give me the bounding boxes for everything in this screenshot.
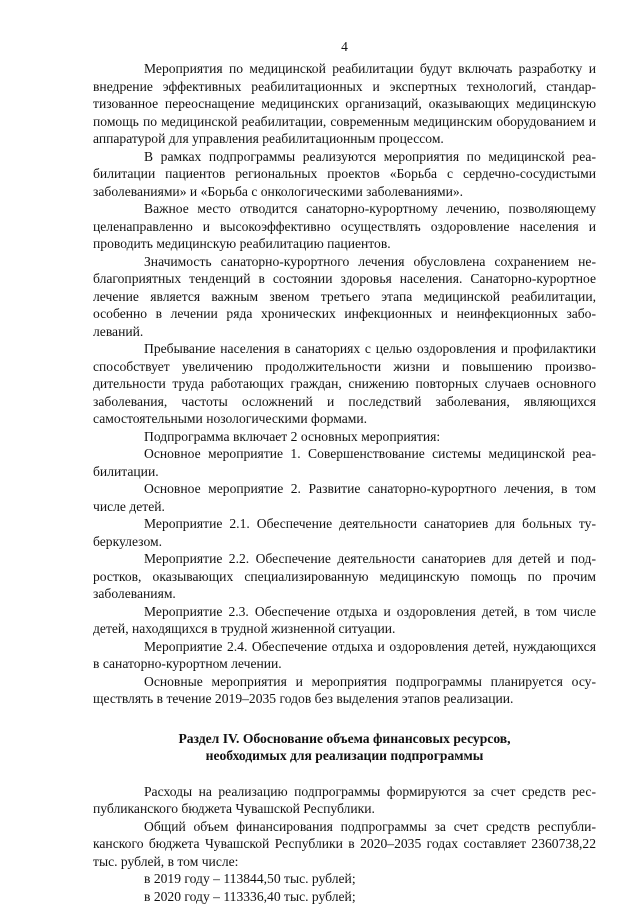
paragraph: Важное место отводится санаторно-курортному лечению, позволяющему целенаправленно и высокоэффективно осуществлять оздоровление населения и проводить медицинскую реабилитацию пациентов. [93, 201, 596, 251]
paragraph: В рамках подпрограммы реализуются мероприятия по медицинской реабилитации пациентов региональных проектов «Борьба с сердечно-сосудистыми заболеваниями» и «Борьба с онкологическими заболеваниями». [93, 148, 596, 199]
list-item: в 2019 году – 113844,50 тыс. рублей; [144, 871, 356, 886]
paragraph: Значимость санаторно-курортного лечения обусловлена сохранением неблагоприятных тенденций в состоянии здоровья населения. Санаторно-курортное лечение является важным звеном третьего этапа медицинской реабилитации, особенно в лечении ряда хронических инфекционных и неинфекционных заболеваний. [93, 253, 596, 339]
section-heading [93, 730, 596, 765]
paragraph: Мероприятия по медицинской реабилитации будут включать разработку и внедрение эффективных реабилитационных и экспертных технологий, стандартизованное переоснащение медицинских организаций, оказывающих медицинскую помощь по медицинской реабилитации, современным медицинским оборудованием и аппаратурой для управления реабилитационным процессом. [93, 61, 596, 146]
paragraph: Мероприятие 2.2. Обеспечение деятельности санаториев для детей и подростков, оказывающих специализированную медицинскую помощь по прочим заболеваниям. [93, 551, 596, 601]
paragraph: Пребывание населения в санаториях с целью оздоровления и профилактики способствует увеличению продолжительности жизни и повышению производительности труда работающих граждан, снижению повторных случаев основного заболевания, частоты осложнений и последствий заболевания, являющихся самостоятельными нозологическими формами. [93, 341, 596, 426]
paragraph: Мероприятие 2.1. Обеспечение деятельности санаториев для больных туберкулезом. [93, 516, 596, 549]
paragraph: Основное мероприятие 1. Совершенствование системы медицинской реабилитации. [93, 446, 596, 479]
page-number: 4 [341, 39, 348, 54]
list-item: в 2020 году – 113336,40 тыс. рублей; [144, 888, 356, 904]
paragraph: Мероприятие 2.4. Обеспечение отдыха и оздоровления детей, нуждающихся в санаторно-курортном лечении. [93, 638, 596, 671]
paragraph: Подпрограмма включает 2 основных мероприятия: [144, 428, 441, 444]
paragraph: Основные мероприятия и мероприятия подпрограммы планируется осуществлять в течение 2019–2035 годов без выделения этапов реализации. [93, 673, 596, 706]
paragraph: Мероприятие 2.3. Обеспечение отдыха и оздоровления детей, в том числе детей, находящихся в трудной жизненной ситуации. [93, 603, 596, 636]
section-heading-line: Раздел IV. Обоснование объема финансовых ресурсов, [178, 730, 511, 746]
paragraph: Основное мероприятие 2. Развитие санаторно-курортного лечения, в том числе детей. [93, 481, 596, 514]
paragraph: Расходы на реализацию подпрограммы формируются за счет средств республиканского бюджета Чувашской Республики. [93, 783, 596, 816]
section-heading-line: необходимых для реализации подпрограммы [205, 748, 484, 763]
document-body [93, 60, 596, 905]
paragraph: Общий объем финансирования подпрограммы за счет средств республиканского бюджета Чувашской Республики в 2020–2035 годах составляет 2360738,22 тыс. рублей, в том числе: [93, 818, 596, 869]
